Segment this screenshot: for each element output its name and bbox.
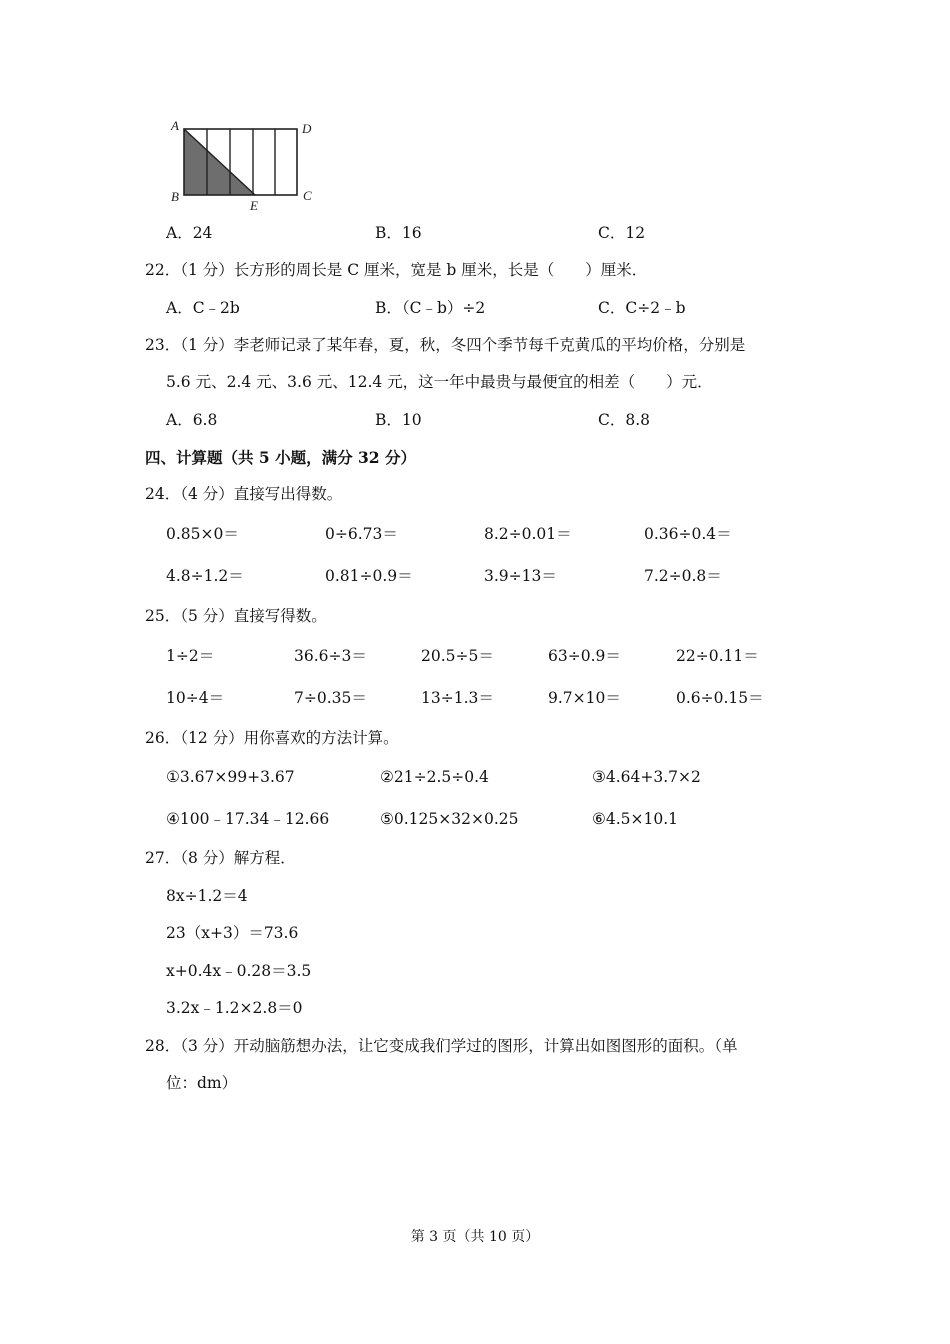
q24-title: 24．（4 分）直接写出得数。	[145, 485, 343, 503]
q27-title: 27．（8 分）解方程．	[145, 849, 296, 867]
q25-title: 25．（5 分）直接写得数。	[145, 607, 327, 625]
q23-option-c: C．8.8	[598, 411, 651, 429]
q25-item: 7÷0.35＝	[294, 689, 367, 707]
q24-item: 0.81÷0.9＝	[325, 567, 413, 585]
q25-item: 13÷1.3＝	[421, 689, 494, 707]
q28-question-line2: 位：dm）	[166, 1074, 238, 1092]
q25-item: 9.7×10＝	[548, 689, 621, 707]
q24-item: 4.8÷1.2＝	[166, 567, 244, 585]
q23-question-line1: 23．（1 分）李老师记录了某年春，夏，秋，冬四个季节每千克黄瓜的平均价格，分别是	[145, 336, 746, 354]
rectangle-figure	[168, 118, 320, 212]
label-c: C	[303, 188, 312, 203]
q26-item: ④100﹣17.34﹣12.66	[166, 810, 330, 828]
q23-option-b: B．10	[375, 411, 422, 429]
q25-item: 20.5÷5＝	[421, 647, 494, 665]
q26-item: ⑥4.5×10.1	[592, 810, 679, 828]
q24-item: 8.2÷0.01＝	[484, 525, 572, 543]
q24-item: 0÷6.73＝	[325, 525, 398, 543]
q25-item: 1÷2＝	[166, 647, 215, 665]
q26-item: ③4.64+3.7×2	[592, 768, 701, 786]
q24-item: 0.36÷0.4＝	[644, 525, 732, 543]
q24-item: 0.85×0＝	[166, 525, 239, 543]
q23-question-line2: 5.6 元、2.4 元、3.6 元、12.4 元，这一年中最贵与最便宜的相差（ ）元．	[166, 373, 713, 391]
q27-equation: 23（x+3）＝73.6	[166, 924, 299, 942]
q22-option-c: C．C÷2﹣b	[598, 299, 686, 317]
q22-option-a: A．C﹣2b	[166, 299, 240, 317]
q26-item: ①3.67×99+3.67	[166, 768, 295, 786]
q24-item: 3.9÷13＝	[484, 567, 557, 585]
q22-question: 22．（1 分）长方形的周长是 C 厘米，宽是 b 厘米，长是（ ）厘米．	[145, 261, 648, 279]
page-number-footer: 第 3 页（共 10 页）	[410, 1229, 540, 1245]
q28-question-line1: 28．（3 分）开动脑筋想办法，让它变成我们学过的图形，计算出如图图形的面积。（单	[145, 1037, 738, 1055]
q22-option-b: B．（C﹣b）÷2	[375, 299, 486, 317]
q24-item: 7.2÷0.8＝	[644, 567, 722, 585]
q27-equation: 3.2x﹣1.2×2.8＝0	[166, 999, 303, 1017]
q23-option-a: A．6.8	[166, 411, 218, 429]
q26-title: 26．（12 分）用你喜欢的方法计算。	[145, 729, 399, 747]
q25-item: 63÷0.9＝	[548, 647, 621, 665]
q21-option-c: C．12	[598, 224, 646, 242]
q25-item: 36.6÷3＝	[294, 647, 367, 665]
q21-option-b: B．16	[375, 224, 422, 242]
label-a: A	[171, 118, 179, 133]
q25-item: 22÷0.11＝	[676, 647, 759, 665]
label-d: D	[302, 121, 312, 136]
q25-item: 0.6÷0.15＝	[676, 689, 764, 707]
q27-equation: x+0.4x﹣0.28＝3.5	[166, 962, 312, 980]
q21-option-a: A．24	[166, 224, 213, 242]
q27-equation: 8x÷1.2＝4	[166, 887, 248, 905]
section-heading: 四、计算题（共 5 小题，满分 32 分）	[145, 448, 416, 467]
q25-item: 10÷4＝	[166, 689, 225, 707]
label-b: B	[171, 189, 179, 204]
label-e: E	[250, 198, 258, 212]
q26-item: ②21÷2.5÷0.4	[380, 768, 489, 786]
q26-item: ⑤0.125×32×0.25	[380, 810, 519, 828]
